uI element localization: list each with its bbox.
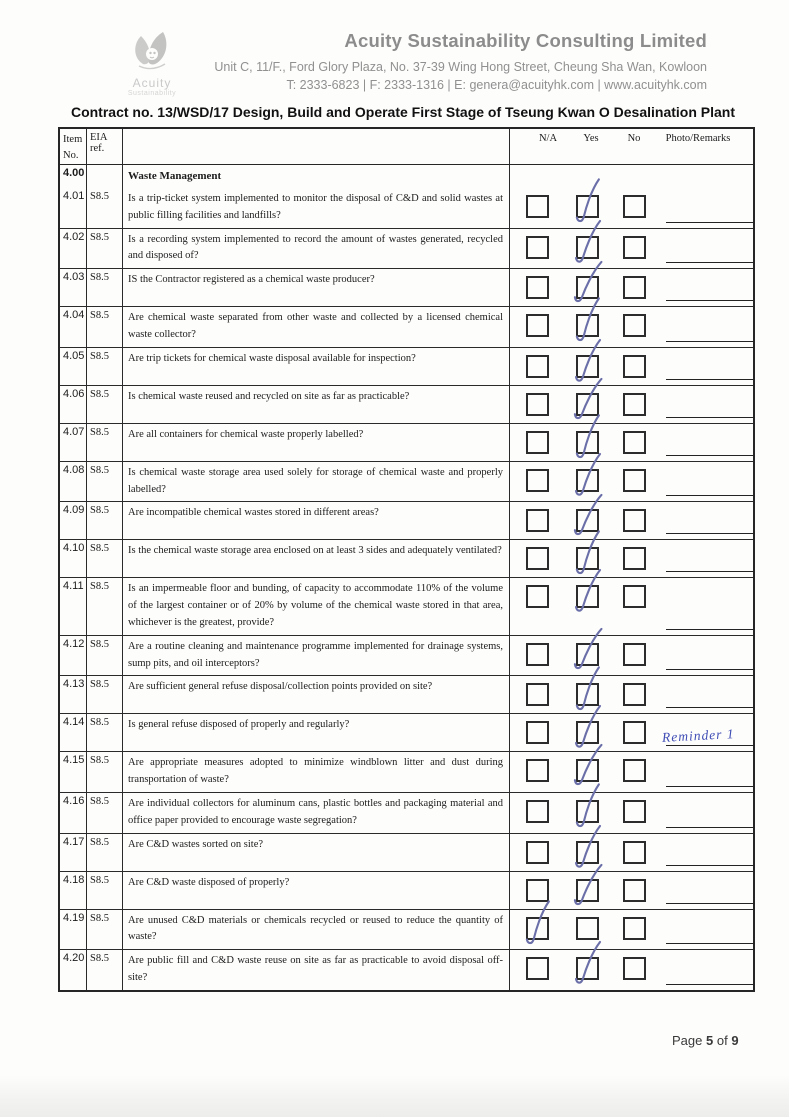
remark-blank-line[interactable]	[666, 495, 754, 496]
checkbox-no[interactable]	[623, 547, 646, 570]
checkbox-na[interactable]	[526, 879, 549, 902]
checkbox-no[interactable]	[623, 509, 646, 532]
item-no: 4.11	[60, 578, 87, 634]
checkbox-yes[interactable]	[576, 509, 599, 532]
checkbox-na[interactable]	[526, 236, 549, 259]
question-text: Are a routine cleaning and maintenance programme implemented for drainage systems, sump pits, and oil interceptors?	[123, 636, 510, 676]
question-text: IS the Contractor registered as a chemical waste producer?	[123, 269, 510, 306]
remark-blank-line[interactable]	[666, 455, 754, 456]
checkbox-na[interactable]	[526, 393, 549, 416]
question-text: Is the chemical waste storage area enclosed on at least 3 sides and adequately ventilated?	[123, 540, 510, 577]
checkbox-no[interactable]	[623, 841, 646, 864]
answer-area	[510, 834, 753, 871]
remark-blank-line[interactable]	[666, 786, 754, 787]
remark-blank-line[interactable]	[666, 571, 754, 572]
answer-area	[510, 424, 753, 461]
remark-blank-line[interactable]	[666, 341, 754, 342]
answer-area	[510, 910, 753, 950]
question-text: Are sufficient general refuse disposal/collection points provided on site?	[123, 676, 510, 713]
company-contact: T: 2333-6823 | F: 2333-1316 | E: genera@acuityhk.com | www.acuityhk.com	[286, 78, 707, 93]
item-no: 4.17	[60, 834, 87, 871]
checkbox-yes[interactable]	[576, 800, 599, 823]
checkbox-na[interactable]	[526, 683, 549, 706]
remark-blank-line[interactable]	[666, 629, 754, 630]
item-no: 4.01	[60, 188, 87, 228]
checkbox-yes[interactable]	[576, 879, 599, 902]
remark-blank-line[interactable]	[666, 943, 754, 944]
item-no: 4.10	[60, 540, 87, 577]
eia-ref: S8.5	[87, 834, 123, 871]
question-text: Are incompatible chemical wastes stored in different areas?	[123, 502, 510, 539]
eia-ref: S8.5	[87, 502, 123, 539]
answer-area	[510, 793, 753, 833]
checkbox-na[interactable]	[526, 547, 549, 570]
answer-area	[510, 462, 753, 502]
table-row	[60, 540, 753, 578]
question-text: Are appropriate measures adopted to minimize windblown litter and dust during transportation of waste?	[123, 752, 510, 792]
checkbox-na[interactable]	[526, 721, 549, 744]
table-row	[60, 424, 753, 462]
checkbox-yes[interactable]	[576, 957, 599, 980]
eia-ref: S8.5	[87, 950, 123, 990]
item-no: 4.15	[60, 752, 87, 792]
handwritten-remark: Reminder 1	[661, 726, 735, 746]
checkbox-na[interactable]	[526, 643, 549, 666]
item-no: 4.13	[60, 676, 87, 713]
section-answer-area	[510, 165, 753, 189]
table-row	[60, 578, 753, 635]
table-row	[60, 950, 753, 990]
question-text: Is chemical waste reused and recycled on site as far as practicable?	[123, 386, 510, 423]
table-row	[60, 269, 753, 307]
table-row	[60, 676, 753, 714]
answer-area	[510, 950, 753, 990]
checkbox-yes[interactable]	[576, 683, 599, 706]
question-text: Are individual collectors for aluminum cans, plastic bottles and packaging material and office paper provided to encourage waste segregation?	[123, 793, 510, 833]
header-no: No	[627, 133, 641, 144]
checkbox-no[interactable]	[623, 195, 646, 218]
table-row	[60, 462, 753, 503]
checkbox-yes[interactable]	[576, 236, 599, 259]
checkbox-no[interactable]	[623, 643, 646, 666]
item-no: 4.14	[60, 714, 87, 751]
checkbox-no[interactable]	[623, 879, 646, 902]
checklist-table	[58, 127, 755, 992]
checkbox-no[interactable]	[623, 314, 646, 337]
section-eia-ref	[87, 165, 123, 189]
table-row	[60, 714, 753, 752]
question-text: Are chemical waste separated from other waste and collected by a licensed chemical waste collector?	[123, 307, 510, 347]
table-row	[60, 307, 753, 348]
checkbox-yes[interactable]	[576, 355, 599, 378]
answer-area	[510, 872, 753, 909]
checkbox-yes[interactable]	[576, 276, 599, 299]
checkbox-na[interactable]	[526, 800, 549, 823]
contract-title: Contract no. 13/WSD/17 Design, Build and Operate First Stage of Tseung Kwan O Desalination Plant	[70, 104, 736, 120]
item-no: 4.12	[60, 636, 87, 676]
table-row	[60, 910, 753, 951]
eia-ref: S8.5	[87, 578, 123, 634]
eia-ref: S8.5	[87, 636, 123, 676]
remark-blank-line[interactable]	[666, 417, 754, 418]
checkbox-na[interactable]	[526, 431, 549, 454]
item-no: 4.16	[60, 793, 87, 833]
eia-ref: S8.5	[87, 462, 123, 502]
answer-area	[510, 307, 753, 347]
answer-area	[510, 502, 753, 539]
checkbox-yes[interactable]	[576, 841, 599, 864]
question-text: Is chemical waste storage area used solely for storage of chemical waste and properly labelled?	[123, 462, 510, 502]
checkbox-yes[interactable]	[576, 469, 599, 492]
table-row	[60, 834, 753, 872]
item-no: 4.20	[60, 950, 87, 990]
logo-wordmark: Acuity	[132, 76, 172, 90]
checkbox-na[interactable]	[526, 355, 549, 378]
checkbox-no[interactable]	[623, 800, 646, 823]
checkbox-no[interactable]	[623, 721, 646, 744]
eia-ref: S8.5	[87, 676, 123, 713]
checkbox-yes[interactable]	[576, 547, 599, 570]
answer-area	[510, 540, 753, 577]
question-text: Are C&D wastes sorted on site?	[123, 834, 510, 871]
checkbox-yes[interactable]	[576, 393, 599, 416]
answer-area	[510, 229, 753, 269]
company-address: Unit C, 11/F., Ford Glory Plaza, No. 37-39 Wing Hong Street, Cheung Sha Wan, Kowloon	[214, 60, 707, 74]
item-no: 4.09	[60, 502, 87, 539]
eia-ref: S8.5	[87, 540, 123, 577]
remark-blank-line[interactable]	[666, 984, 754, 985]
checkbox-no[interactable]	[623, 355, 646, 378]
answer-area	[510, 188, 753, 228]
item-no: 4.05	[60, 348, 87, 385]
item-no: 4.06	[60, 386, 87, 423]
header-question	[123, 129, 510, 164]
remark-blank-line[interactable]	[666, 533, 754, 534]
section-item-no: 4.00	[60, 165, 87, 189]
eia-ref: S8.5	[87, 386, 123, 423]
eia-ref: S8.5	[87, 424, 123, 461]
checkbox-no[interactable]	[623, 431, 646, 454]
remark-blank-line[interactable]	[666, 669, 754, 670]
checkbox-yes[interactable]	[576, 721, 599, 744]
checkbox-na[interactable]	[526, 917, 549, 940]
header-answer-columns	[510, 129, 753, 164]
scan-artifact	[0, 1075, 789, 1117]
answer-area	[510, 636, 753, 676]
eia-ref: S8.5	[87, 269, 123, 306]
eia-ref: S8.5	[87, 188, 123, 228]
acuity-leaf-logo-icon	[129, 30, 175, 74]
section-row	[60, 165, 753, 189]
item-no: 4.04	[60, 307, 87, 347]
letterhead	[187, 30, 707, 94]
table-row	[60, 348, 753, 386]
header-eia-ref: EIA ref.	[87, 129, 123, 164]
table-row	[60, 229, 753, 270]
question-text: Is a recording system implemented to record the amount of wastes generated, recycled and disposed of?	[123, 229, 510, 269]
checkbox-yes[interactable]	[576, 585, 599, 608]
question-text: Are public fill and C&D waste reuse on site as far as practicable to avoid disposal off-site?	[123, 950, 510, 990]
page-number: Page 5 of 9	[672, 1033, 739, 1048]
answer-area	[510, 676, 753, 713]
checkbox-na[interactable]	[526, 276, 549, 299]
question-text: Are trip tickets for chemical waste disposal available for inspection?	[123, 348, 510, 385]
header-yes: Yes	[583, 133, 599, 144]
checkbox-na[interactable]	[526, 841, 549, 864]
item-no: 4.08	[60, 462, 87, 502]
answer-area	[510, 386, 753, 423]
checkbox-yes[interactable]	[576, 314, 599, 337]
eia-ref: S8.5	[87, 910, 123, 950]
eia-ref: S8.5	[87, 229, 123, 269]
question-text: Is a trip-ticket system implemented to monitor the disposal of C&D and solid wastes at public filling facilities and landfills?	[123, 188, 510, 228]
checkbox-no[interactable]	[623, 236, 646, 259]
header-na: N/A	[538, 133, 558, 144]
table-header-row	[60, 129, 753, 165]
table-row	[60, 386, 753, 424]
checkbox-na[interactable]	[526, 759, 549, 782]
question-text: Is an impermeable floor and bunding, of capacity to accommodate 110% of the volume of the largest container or of 20% by volume of the chemical waste stored in that area, whichever is the greatest, provide?	[123, 578, 510, 634]
checkbox-na[interactable]	[526, 469, 549, 492]
checkbox-na[interactable]	[526, 585, 549, 608]
answer-area	[510, 752, 753, 792]
table-row	[60, 188, 753, 229]
checkbox-no[interactable]	[623, 393, 646, 416]
section-title: Waste Management	[123, 165, 510, 189]
remark-blank-line[interactable]	[666, 222, 754, 223]
item-no: 4.02	[60, 229, 87, 269]
remark-blank-line[interactable]	[666, 903, 754, 904]
remark-blank-line[interactable]	[666, 865, 754, 866]
remark-blank-line[interactable]	[666, 707, 754, 708]
company-logo	[112, 30, 192, 97]
logo-subwordmark: Sustainability	[127, 90, 177, 97]
checkbox-na[interactable]	[526, 314, 549, 337]
checkbox-yes[interactable]	[576, 195, 599, 218]
question-text: Are unused C&D materials or chemicals recycled or reused to reduce the quantity of waste?	[123, 910, 510, 950]
eia-ref: S8.5	[87, 872, 123, 909]
checkbox-yes[interactable]	[576, 917, 599, 940]
remark-blank-line[interactable]	[666, 379, 754, 380]
checkbox-na[interactable]	[526, 195, 549, 218]
checkbox-na[interactable]	[526, 957, 549, 980]
checkbox-yes[interactable]	[576, 643, 599, 666]
answer-area	[510, 578, 753, 634]
checkbox-no[interactable]	[623, 957, 646, 980]
table-row	[60, 872, 753, 910]
answer-area	[510, 714, 753, 751]
checkbox-yes[interactable]	[576, 759, 599, 782]
eia-ref: S8.5	[87, 793, 123, 833]
eia-ref: S8.5	[87, 752, 123, 792]
eia-ref: S8.5	[87, 307, 123, 347]
answer-area	[510, 269, 753, 306]
question-text: Is general refuse disposed of properly and regularly?	[123, 714, 510, 751]
item-no: 4.19	[60, 910, 87, 950]
remark-blank-line[interactable]	[666, 827, 754, 828]
header-item-no: Item No.	[60, 129, 87, 164]
page-current: 5	[706, 1033, 714, 1048]
checkbox-yes[interactable]	[576, 431, 599, 454]
table-row	[60, 752, 753, 793]
checkbox-no[interactable]	[623, 759, 646, 782]
remark-blank-line[interactable]	[666, 262, 754, 263]
table-row	[60, 793, 753, 834]
table-row	[60, 636, 753, 677]
header-photo-remarks: Photo/Remarks	[665, 133, 731, 144]
answer-area	[510, 348, 753, 385]
checkbox-no[interactable]	[623, 585, 646, 608]
table-row	[60, 502, 753, 540]
remark-blank-line[interactable]	[666, 300, 754, 301]
question-text: Are C&D waste disposed of properly?	[123, 872, 510, 909]
item-no: 4.03	[60, 269, 87, 306]
eia-ref: S8.5	[87, 714, 123, 751]
company-name: Acuity Sustainability Consulting Limited	[344, 30, 707, 51]
checkbox-na[interactable]	[526, 509, 549, 532]
checkbox-no[interactable]	[623, 469, 646, 492]
remark-blank-line[interactable]	[666, 745, 754, 746]
checkbox-no[interactable]	[623, 276, 646, 299]
item-no: 4.18	[60, 872, 87, 909]
checkbox-no[interactable]	[623, 917, 646, 940]
item-no: 4.07	[60, 424, 87, 461]
checkbox-no[interactable]	[623, 683, 646, 706]
page-total: 9	[731, 1033, 739, 1048]
eia-ref: S8.5	[87, 348, 123, 385]
question-text: Are all containers for chemical waste properly labelled?	[123, 424, 510, 461]
